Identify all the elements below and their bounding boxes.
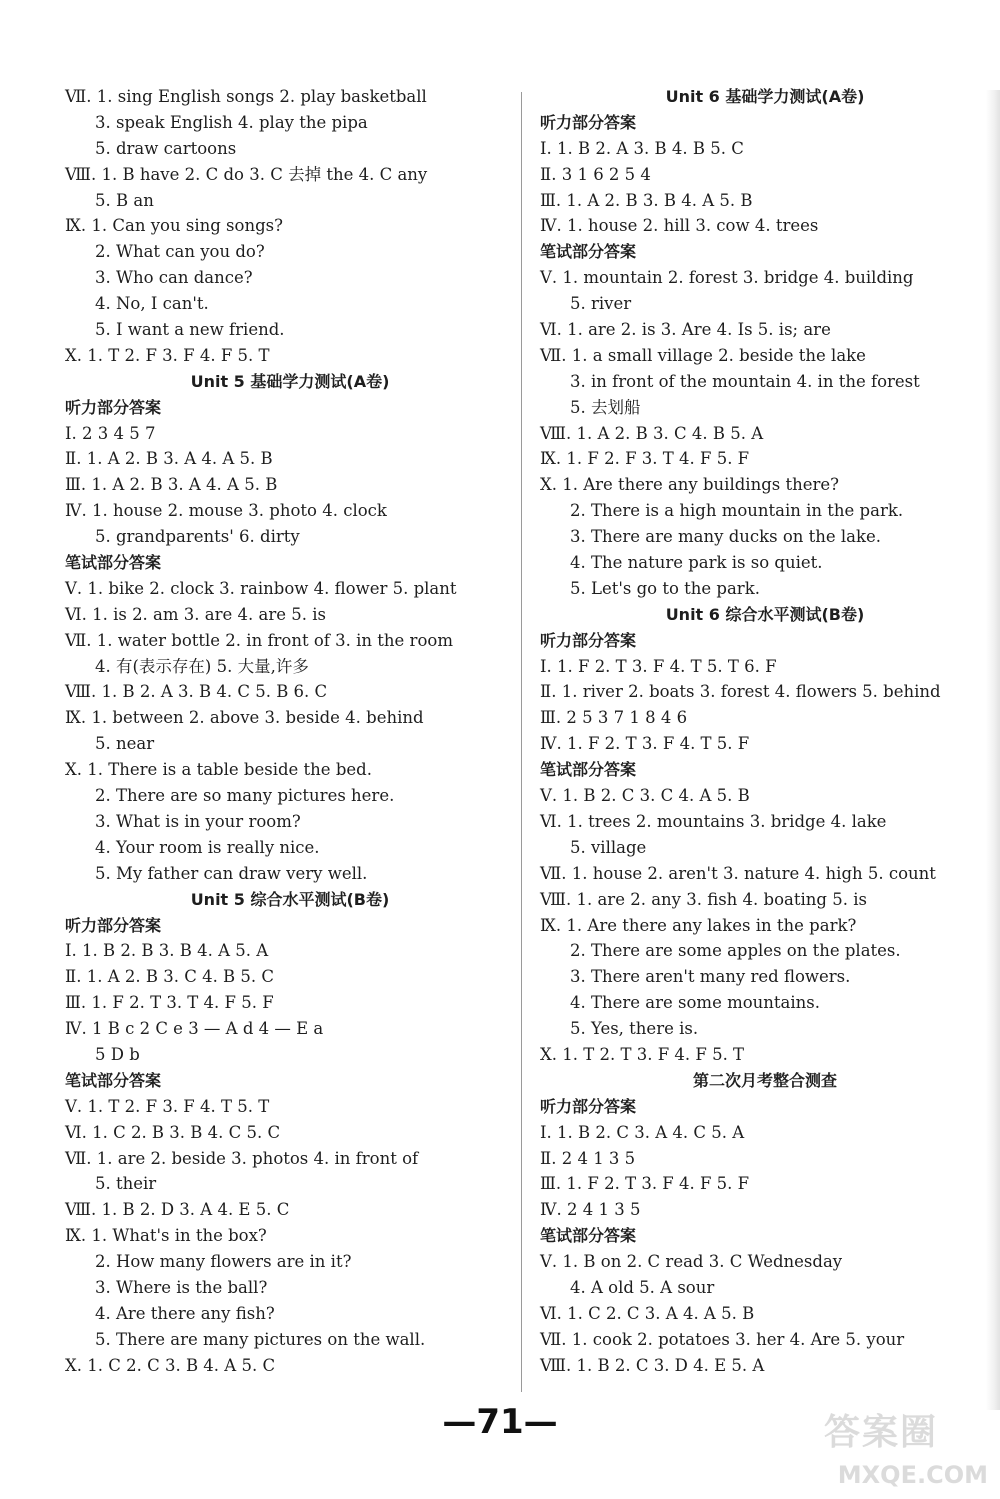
answer-line: 4. 有(表示存在) 5. 大量,许多 bbox=[95, 656, 309, 676]
answer-line: Ⅵ. 1. C 2. C 3. A 4. A 5. B bbox=[540, 1303, 755, 1323]
scan-edge-shadow bbox=[986, 90, 1000, 1410]
answer-line: 5. Let's go to the park. bbox=[570, 578, 760, 598]
answer-line: Ⅰ. 1. B 2. B 3. B 4. A 5. A bbox=[65, 941, 269, 961]
answer-line: Ⅱ. 1. A 2. B 3. C 4. B 5. C bbox=[65, 967, 275, 987]
subsection-heading: 笔试部分答案 bbox=[540, 1226, 637, 1246]
subsection-heading: 听力部分答案 bbox=[540, 112, 637, 132]
answer-line: Ⅶ. 1. are 2. beside 3. photos 4. in front of bbox=[65, 1148, 419, 1168]
answer-line: Ⅱ. 1. river 2. boats 3. forest 4. flowers 5. behind bbox=[540, 682, 941, 702]
answer-line: 5. draw cartoons bbox=[95, 138, 237, 158]
answer-line: Ⅲ. 1. A 2. B 3. A 4. A 5. B bbox=[65, 475, 278, 495]
answer-line: Ⅵ. 1. are 2. is 3. Are 4. Is 5. is; are bbox=[540, 320, 831, 340]
answer-line: 5. 去划船 bbox=[570, 397, 641, 417]
section-heading: Unit 5 综合水平测试(B卷) bbox=[190, 889, 390, 909]
answer-line: 5. river bbox=[570, 294, 632, 314]
answer-line: Ⅷ. 1. B 2. A 3. B 4. C 5. B 6. C bbox=[65, 682, 328, 702]
answer-line: 5. My father can draw very well. bbox=[95, 863, 368, 883]
answer-line: Ⅸ. 1. between 2. above 3. beside 4. behind bbox=[65, 708, 424, 728]
answer-column-right bbox=[540, 84, 990, 1379]
answer-line: 5. There are many pictures on the wall. bbox=[95, 1329, 426, 1349]
answer-line: 3. Who can dance? bbox=[95, 268, 253, 288]
watermark bbox=[773, 1409, 988, 1489]
answer-line: 3. What is in your room? bbox=[95, 811, 301, 831]
answer-line: Ⅴ. 1. bike 2. clock 3. rainbow 4. flower 5. plant bbox=[65, 578, 457, 598]
answer-line: Ⅱ. 3 1 6 2 5 4 bbox=[540, 164, 651, 184]
answer-line: Ⅴ. 1. T 2. F 3. F 4. T 5. T bbox=[65, 1096, 270, 1116]
answer-line: Ⅶ. 1. a small village 2. beside the lake bbox=[540, 345, 866, 365]
answer-line: 3. There are many ducks on the lake. bbox=[570, 527, 882, 547]
answer-line: Ⅵ. 1. is 2. am 3. are 4. are 5. is bbox=[65, 604, 326, 624]
answer-line: 4. No, I can't. bbox=[95, 294, 209, 314]
answer-line: Ⅴ. 1. mountain 2. forest 3. bridge 4. building bbox=[540, 268, 914, 288]
answer-line: Ⅴ. 1. B 2. C 3. C 4. A 5. B bbox=[540, 786, 750, 806]
answer-line: 4. There are some mountains. bbox=[570, 993, 820, 1013]
answer-line: Ⅸ. 1. Are there any lakes in the park? bbox=[540, 915, 857, 935]
answer-line: Ⅳ. 1. F 2. T 3. F 4. T 5. F bbox=[540, 734, 750, 754]
answer-line: Ⅰ. 1. F 2. T 3. F 4. T 5. T 6. F bbox=[540, 656, 777, 676]
subsection-heading: 笔试部分答案 bbox=[540, 760, 637, 780]
answer-line: Ⅶ. 1. house 2. aren't 3. nature 4. high 5. count bbox=[540, 863, 936, 883]
answer-line: Ⅲ. 1. F 2. T 3. F 4. F 5. F bbox=[540, 1174, 750, 1194]
answer-line: Ⅰ. 1. B 2. A 3. B 4. B 5. C bbox=[540, 138, 744, 158]
answer-line: Ⅹ. 1. Are there any buildings there? bbox=[540, 475, 839, 495]
answer-line: 3. There aren't many red flowers. bbox=[570, 967, 851, 987]
answer-line: 3. in front of the mountain 4. in the forest bbox=[570, 371, 920, 391]
answer-line: Ⅷ. 1. B 2. C 3. D 4. E 5. A bbox=[540, 1355, 765, 1375]
answer-line: Ⅸ. 1. What's in the box? bbox=[65, 1226, 267, 1246]
answer-line: Ⅰ. 2 3 4 5 7 bbox=[65, 423, 156, 443]
answer-line: 5 D b bbox=[95, 1044, 140, 1064]
answer-line: 4. Your room is really nice. bbox=[95, 837, 320, 857]
answer-line: Ⅲ. 1. F 2. T 3. T 4. F 5. F bbox=[65, 993, 274, 1013]
answer-line: Ⅰ. 1. B 2. C 3. A 4. C 5. A bbox=[540, 1122, 745, 1142]
answer-line: 4. A old 5. A sour bbox=[570, 1277, 715, 1297]
answer-line: Ⅷ. 1. are 2. any 3. fish 4. boating 5. is bbox=[540, 889, 867, 909]
subsection-heading: 听力部分答案 bbox=[540, 630, 637, 650]
answer-line: Ⅹ. 1. T 2. F 3. F 4. F 5. T bbox=[65, 345, 270, 365]
answer-line: Ⅳ. 1. house 2. hill 3. cow 4. trees bbox=[540, 216, 819, 236]
answer-line: Ⅳ. 2 4 1 3 5 bbox=[540, 1200, 641, 1220]
section-heading: Unit 5 基础学力测试(A卷) bbox=[190, 371, 390, 391]
answer-line: Ⅶ. 1. water bottle 2. in front of 3. in the room bbox=[65, 630, 453, 650]
answer-line: 2. There are some apples on the plates. bbox=[570, 941, 901, 961]
answer-line: 3. speak English 4. play the pipa bbox=[95, 112, 368, 132]
answer-column-left bbox=[65, 84, 515, 1379]
answer-line: Ⅷ. 1. A 2. B 3. C 4. B 5. A bbox=[540, 423, 764, 443]
subsection-heading: 笔试部分答案 bbox=[65, 1070, 162, 1090]
subsection-heading: 笔试部分答案 bbox=[65, 553, 162, 573]
answer-line: Ⅳ. 1 B c 2 C e 3 — A d 4 — E a bbox=[65, 1019, 324, 1039]
section-heading: 第二次月考整合测查 bbox=[692, 1070, 837, 1090]
answer-line: 5. village bbox=[570, 837, 647, 857]
subsection-heading: 笔试部分答案 bbox=[540, 242, 637, 262]
answer-line: Ⅹ. 1. There is a table beside the bed. bbox=[65, 760, 372, 780]
answer-line: 2. There is a high mountain in the park. bbox=[570, 501, 904, 521]
page-number: —71— bbox=[442, 1402, 558, 1442]
answer-line: Ⅶ. 1. sing English songs 2. play basketball bbox=[65, 87, 427, 106]
answer-line: 5. near bbox=[95, 734, 155, 754]
answer-line: 5. Yes, there is. bbox=[570, 1019, 699, 1039]
answer-line: Ⅵ. 1. trees 2. mountains 3. bridge 4. lake bbox=[540, 811, 887, 831]
answer-line: Ⅶ. 1. cook 2. potatoes 3. her 4. Are 5. your bbox=[540, 1329, 905, 1349]
subsection-heading: 听力部分答案 bbox=[540, 1096, 637, 1116]
subsection-heading: 听力部分答案 bbox=[65, 397, 162, 417]
answer-line: 2. There are so many pictures here. bbox=[95, 786, 395, 806]
answer-line: Ⅱ. 2 4 1 3 5 bbox=[540, 1148, 636, 1168]
answer-line: 2. How many flowers are in it? bbox=[95, 1252, 352, 1272]
answer-line: Ⅸ. 1. F 2. F 3. T 4. F 5. F bbox=[540, 449, 750, 469]
answer-line: 4. Are there any fish? bbox=[95, 1303, 275, 1323]
answer-line: Ⅲ. 2 5 3 7 1 8 4 6 bbox=[540, 708, 688, 728]
answer-line: Ⅷ. 1. B have 2. C do 3. C 去掉 the 4. C any bbox=[65, 164, 428, 184]
answer-line: Ⅷ. 1. B 2. D 3. A 4. E 5. C bbox=[65, 1200, 290, 1220]
answer-line: 5. B an bbox=[95, 190, 154, 210]
watermark-url: MXQE.COM bbox=[837, 1461, 988, 1489]
watermark-logo-text: 答案圈 bbox=[823, 1412, 938, 1453]
column-divider bbox=[521, 92, 522, 1392]
answer-line: Ⅹ. 1. C 2. C 3. B 4. A 5. C bbox=[65, 1355, 276, 1375]
answer-line: 2. What can you do? bbox=[95, 242, 265, 262]
answer-line: Ⅳ. 1. house 2. mouse 3. photo 4. clock bbox=[65, 501, 387, 521]
answer-line: 5. I want a new friend. bbox=[95, 320, 285, 340]
answer-line: 3. Where is the ball? bbox=[95, 1277, 268, 1297]
section-heading: Unit 6 综合水平测试(B卷) bbox=[665, 604, 865, 624]
answer-line: 5. their bbox=[95, 1174, 157, 1194]
answer-line: Ⅲ. 1. A 2. B 3. B 4. A 5. B bbox=[540, 190, 753, 210]
answer-line: 4. The nature park is so quiet. bbox=[570, 553, 823, 573]
answer-line: 5. grandparents' 6. dirty bbox=[95, 527, 300, 547]
answer-line: Ⅱ. 1. A 2. B 3. A 4. A 5. B bbox=[65, 449, 273, 469]
answer-line: Ⅹ. 1. T 2. T 3. F 4. F 5. T bbox=[540, 1044, 745, 1064]
answer-line: Ⅸ. 1. Can you sing songs? bbox=[65, 216, 283, 236]
answer-line: Ⅴ. 1. B on 2. C read 3. C Wednesday bbox=[540, 1252, 843, 1272]
subsection-heading: 听力部分答案 bbox=[65, 915, 162, 935]
answer-line: Ⅵ. 1. C 2. B 3. B 4. C 5. C bbox=[65, 1122, 281, 1142]
section-heading: Unit 6 基础学力测试(A卷) bbox=[665, 87, 865, 106]
